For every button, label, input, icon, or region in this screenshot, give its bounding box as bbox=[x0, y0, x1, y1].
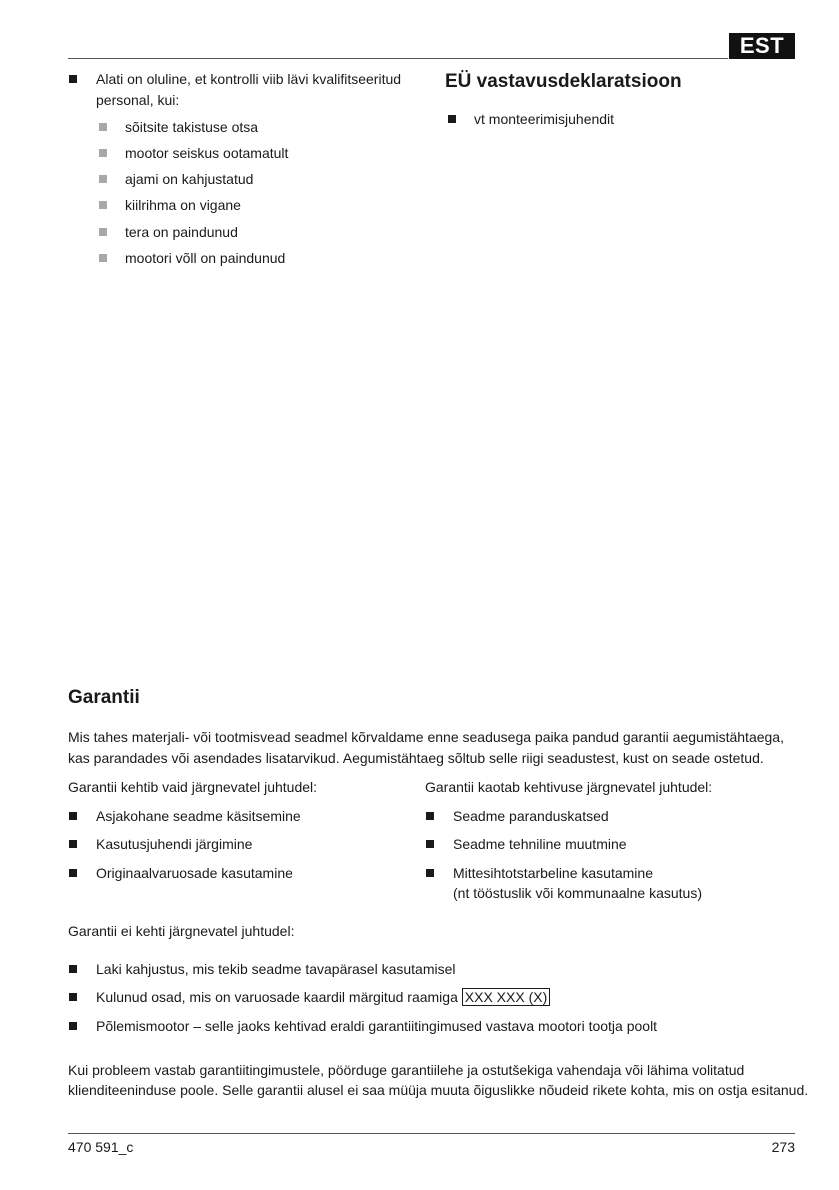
valid-item: Originaalvaruosade kasutamine bbox=[96, 865, 293, 881]
sub-bullet-icon bbox=[99, 201, 107, 209]
sub-item: tera on paindunud bbox=[125, 224, 238, 240]
sub-item: ajami on kahjustatud bbox=[125, 171, 254, 187]
sub-bullet-icon bbox=[99, 123, 107, 131]
excluded-item-with-code bbox=[96, 988, 550, 1007]
sub-item: mootori võll on paindunud bbox=[125, 250, 286, 266]
sub-item: mootor seiskus ootamatult bbox=[125, 145, 289, 161]
language-tag: EST bbox=[729, 33, 795, 59]
void-item: Mittesihtotstarbeline kasutamine bbox=[453, 865, 653, 881]
warranty-intro-line-2: kas parandades või asendades lisatarvikud. Aegumistähtaeg sõltub selle riigi seadustest, kust on seade ostetud. bbox=[68, 750, 764, 766]
valid-item: Kasutusjuhendi järgimine bbox=[96, 836, 253, 852]
excluded-item: Laki kahjustus, mis tekib seadme tavapärasel kasutamisel bbox=[96, 961, 456, 977]
intro-line-2: personal, kui: bbox=[96, 92, 180, 108]
excluded-heading: Garantii ei kehti järgnevatel juhtudel: bbox=[68, 923, 295, 939]
bullet-icon bbox=[69, 812, 77, 820]
void-item: Seadme paranduskatsed bbox=[453, 808, 609, 824]
void-item: Seadme tehniline muutmine bbox=[453, 836, 627, 852]
bullet-icon bbox=[69, 869, 77, 877]
sub-bullet-icon bbox=[99, 175, 107, 183]
bullet-icon bbox=[69, 1022, 77, 1030]
sub-item: sõitsite takistuse otsa bbox=[125, 119, 259, 135]
bullet-icon bbox=[426, 840, 434, 848]
bullet-icon bbox=[69, 75, 77, 83]
void-heading: Garantii kaotab kehtivuse järgnevatel juhtudel: bbox=[425, 779, 713, 795]
valid-heading: Garantii kehtib vaid järgnevatel juhtudel: bbox=[68, 779, 318, 795]
excluded-item: Põlemismootor – selle jaoks kehtivad eraldi garantiitingimused vastava mootori tootja poolt bbox=[96, 1018, 658, 1034]
frame-code-box: XXX XXX (X) bbox=[462, 988, 550, 1006]
header-rule bbox=[68, 58, 728, 59]
bullet-icon bbox=[426, 812, 434, 820]
footer-rule bbox=[68, 1133, 795, 1134]
closing-line-1: Kui probleem vastab garantiitingimustele, pöörduge garantiilehe ja ostutšekiga vahendaja või lähima volitatud bbox=[68, 1062, 745, 1078]
document-code: 470 591_c bbox=[68, 1139, 134, 1155]
page-number: 273 bbox=[771, 1139, 795, 1155]
bullet-icon bbox=[448, 115, 456, 123]
valid-item: Asjakohane seadme käsitsemine bbox=[96, 808, 301, 824]
bullet-icon bbox=[69, 965, 77, 973]
bullet-icon bbox=[69, 993, 77, 1001]
declaration-heading: EÜ vastavusdeklaratsioon bbox=[445, 71, 682, 92]
warranty-heading: Garantii bbox=[68, 687, 140, 708]
closing-line-2: klienditeeninduse poole. Selle garantii alusel ei saa müüja muuta õiguslikke nõudeid rikete kohta, mis on ostja esitanud. bbox=[68, 1082, 809, 1098]
bullet-icon bbox=[69, 840, 77, 848]
intro-line-1: Alati on oluline, et kontrolli viib lävi kvalifitseeritud bbox=[96, 71, 402, 87]
bullet-icon bbox=[426, 869, 434, 877]
sub-item: kiilrihma on vigane bbox=[125, 197, 241, 213]
void-item-note: (nt tööstuslik või kommunaalne kasutus) bbox=[453, 885, 702, 901]
declaration-item: vt monteerimisjuhendit bbox=[474, 111, 615, 127]
excluded-item: Kulunud osad, mis on varuosade kaardil märgitud raamiga bbox=[96, 989, 458, 1005]
sub-bullet-icon bbox=[99, 149, 107, 157]
sub-bullet-icon bbox=[99, 254, 107, 262]
warranty-intro-line-1: Mis tahes materjali- või tootmisvead seadmel kõrvaldame enne seadusega paika pandud garantii aegumistähtaega, bbox=[68, 729, 784, 745]
sub-bullet-icon bbox=[99, 228, 107, 236]
